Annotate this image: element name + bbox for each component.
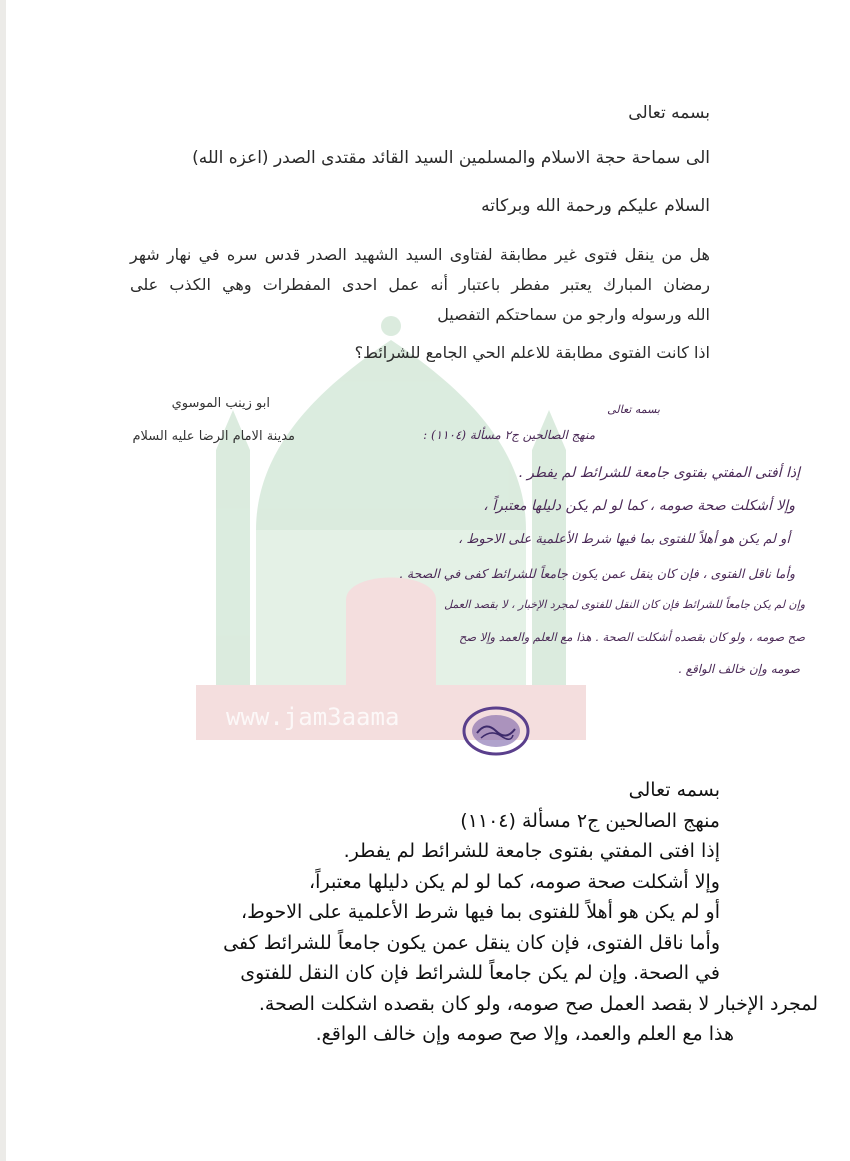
sender-city: مدينة الامام الرضا عليه السلام <box>132 429 295 444</box>
answer-line: وإلا أشكلت صحة صومه، كما لو لم يكن دليلها معتبراً، <box>309 870 720 893</box>
handwritten-line: وإلا أشكلت صحة صومه ، كما لو لم يكن دليلها معتبراً ، <box>483 498 795 514</box>
answer-line: هذا مع العلم والعمد، وإلا صح صومه وإن خالف الواقع. <box>315 1023 734 1045</box>
answer-line: لمجرد الإخبار لا بقصد العمل صح صومه، ولو كان بقصده اشكلت الصحة. <box>258 992 818 1015</box>
letter-greeting: السلام عليكم ورحمة الله وبركاته <box>481 196 710 216</box>
office-stamp-icon <box>461 705 531 757</box>
answer-line: بسمه تعالى <box>628 779 720 801</box>
answer-line: منهج الصالحين ج٢ مسألة (١١٠٤) <box>460 809 720 832</box>
handwritten-line: صح صومه ، ولو كان بقصده أشكلت الصحة . هذا مع العلم والعمد وإلا صح <box>458 630 805 644</box>
answer-line: أو لم يكن هو أهلاً للفتوى بما فيها شرط الأعلمية على الاحوط، <box>240 901 720 923</box>
handwritten-line: بسمه تعالى <box>607 403 660 416</box>
watermark-url: www.jam3aama <box>226 703 400 731</box>
question-line: الله ورسوله وارجو من سماحتكم التفصيل <box>437 305 710 324</box>
handwritten-line: وإن لم يكن جامعاً للشرائط فإن كان النقل للفتوى لمجرد الإخبار ، لا بقصد العمل <box>444 598 805 611</box>
question-line: هل من ينقل فتوى غير مطابقة لفتاوى السيد الشهيد الصدر قدس سره في نهار شهر <box>130 245 710 264</box>
handwritten-line: وأما ناقل الفتوى ، فإن كان ينقل عمن يكون جامعاً للشرائط كفى في الصحة . <box>398 566 795 581</box>
handwritten-line: إذا أفتى المفتي بفتوى جامعة للشرائط لم يفطر . <box>518 465 800 481</box>
letter-follow-up: اذا كانت الفتوى مطابقة للاعلم الحي الجامع للشرائط؟ <box>354 343 710 362</box>
handwritten-line: صومه وإن خالف الواقع . <box>677 662 800 676</box>
answer-line: إذا افتى المفتي بفتوى جامعة للشرائط لم يفطر. <box>343 840 720 862</box>
answer-transcription <box>20 775 820 1050</box>
letter-question <box>130 240 710 330</box>
handwritten-line: منهج الصالحين ج٢ مسألة (١١٠٤) : <box>423 428 595 442</box>
letter-basmala: بسمه تعالى <box>628 103 710 123</box>
mosque-watermark-icon <box>196 300 586 760</box>
handwritten-line: أو لم يكن هو أهلاً للفتوى بما فيها شرط الأعلمية على الاحوط ، <box>458 532 790 547</box>
question-line: رمضان المبارك يعتبر مفطر باعتبار أنه عمل احدى المفطرات وهي الكذب على <box>130 275 710 294</box>
sender-name: ابو زينب الموسوي <box>171 396 270 411</box>
answer-line: في الصحة. وإن لم يكن جامعاً للشرائط فإن كان النقل للفتوى <box>240 962 720 984</box>
letter-addressee: الى سماحة حجة الاسلام والمسلمين السيد القائد مقتدى الصدر (اعزه الله) <box>192 148 710 168</box>
answer-line: وأما ناقل الفتوى، فإن كان ينقل عمن يكون جامعاً للشرائط كفى <box>223 931 720 954</box>
